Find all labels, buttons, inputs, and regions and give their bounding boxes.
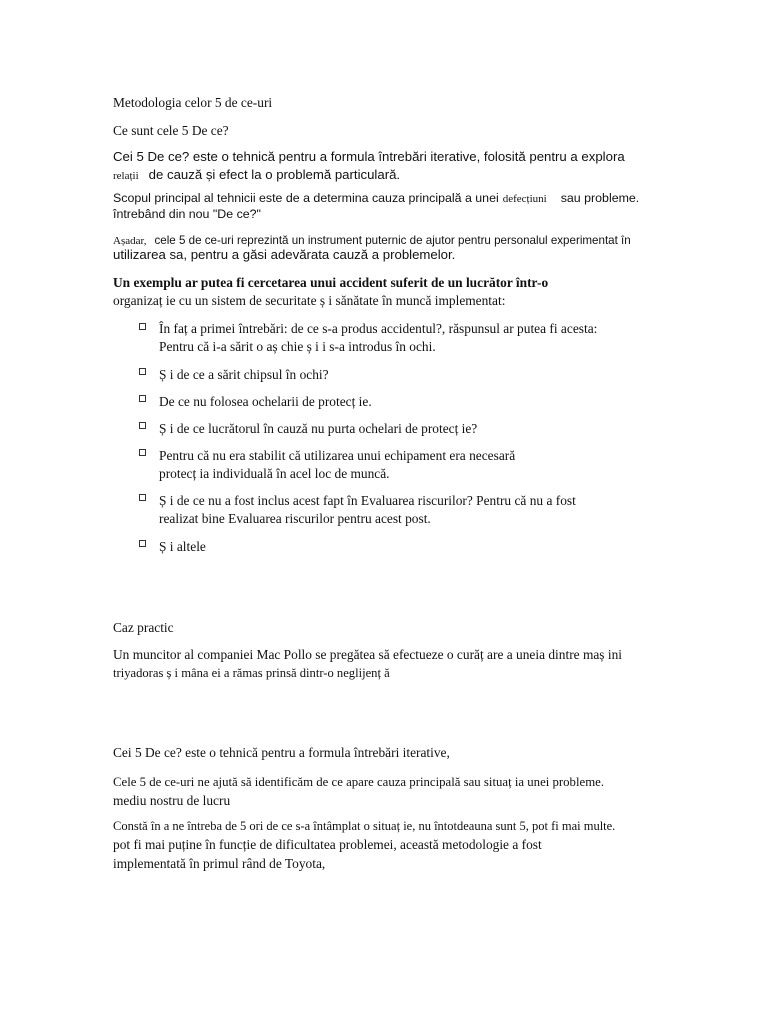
intro-word-relatii: relații [113, 170, 139, 182]
summary-line-5: pot fi mai puține în funcție de dificultatea problemei, această metodologie a fost [113, 837, 542, 852]
summary-line-1: Cei 5 De ce? este o tehnică pentru a formula întrebări iterative, [113, 745, 450, 760]
intro-paragraph-2-line-2: întrebând din nou "De ce?" [113, 207, 261, 221]
list-item-continuation: realizat bine Evaluarea riscurilor pentru acest post. [159, 511, 431, 526]
bullet-marker [139, 368, 146, 375]
list-item: De ce nu folosea ochelarii de protecț ie. [159, 394, 372, 409]
example-heading-line-2: organizaț ie cu un sistem de securitate ș i sănătate în muncă implementat: [113, 293, 506, 308]
case-heading: Caz practic [113, 620, 174, 635]
intro-paragraph-2-line-1 [113, 190, 639, 206]
summary-line-2: Cele 5 de ce-uri ne ajută să identificăm de ce apare cauza principală sau situaț ia unei probleme. [113, 775, 605, 789]
list-item: Ș i de ce nu a fost inclus acest fapt în Evaluarea riscurilor? Pentru că nu a fost [159, 493, 576, 508]
list-item-continuation: Pentru că i-a sărit o aș chie ș i i s-a introdus în ochi. [159, 339, 436, 354]
list-item-continuation: protecț ia individuală în acel loc de muncă. [159, 466, 390, 481]
list-item: Pentru că nu era stabilit că utilizarea unui echipament era necesară [159, 448, 516, 463]
intro-paragraph-3-line-2: utilizarea sa, pentru a găsi adevărata cauză a problemelor. [113, 247, 456, 262]
summary-line-4: Constă în a ne întreba de 5 ori de ce s-a întâmplat o situaț ie, nu întotdeauna sunt 5, pot fi mai multe. [113, 819, 616, 833]
case-text-line-1: Un muncitor al companiei Mac Pollo se pregătea să efectueze o curăț are a uneia dintre maș ini [113, 647, 623, 662]
intro-paragraph-3-line-1 [113, 232, 631, 248]
intro-word-asadar: Așadar, [113, 235, 147, 247]
intro-text-scopul: Scopul principal al tehnicii este de a determina cauza principală a unei [113, 191, 499, 205]
intro-text-sau-probleme: sau probleme. [560, 191, 640, 205]
list-item: Ș i de ce lucrătorul în cauză nu purta ochelari de protecț ie? [159, 421, 478, 436]
list-item: Ș i de ce a sărit chipsul în ochi? [159, 367, 329, 382]
document-title: Metodologia celor 5 de ce-uri [113, 95, 273, 110]
list-item: Ș i altele [159, 539, 206, 554]
summary-line-3: mediu nostru de lucru [113, 793, 231, 808]
bullet-marker [139, 449, 146, 456]
example-heading-line-1: Un exemplu ar putea fi cercetarea unui accident suferit de un lucrător într-o [113, 275, 549, 290]
summary-line-6: implementată în primul rând de Toyota, [113, 856, 326, 871]
list-item: În faț a primei întrebări: de ce s-a produs accidentul?, răspunsul ar putea fi acesta: [159, 321, 598, 336]
intro-paragraph-1-line-2 [113, 167, 400, 183]
bullet-marker [139, 422, 146, 429]
case-text-line-2: triyadoras ș i mâna ei a rămas prinsă dintr-o neglijenț ă [113, 666, 390, 680]
bullet-marker [139, 540, 146, 547]
bullet-marker [139, 395, 146, 402]
section-heading: Ce sunt cele 5 De ce? [113, 123, 229, 138]
intro-text-instrument: cele 5 de ce-uri reprezintă un instrument puternic de ajutor pentru personalul experimentat în [154, 234, 631, 247]
bullet-marker [139, 494, 146, 501]
bullet-marker [139, 323, 146, 330]
intro-word-defectiuni: defecțiuni [502, 193, 547, 205]
intro-text-cauza-efect: de cauză și efect la o problemă particulară. [148, 167, 401, 182]
intro-paragraph-1-line-1: Cei 5 De ce? este o tehnică pentru a formula întrebări iterative, folosită pentru a explora [113, 149, 625, 164]
